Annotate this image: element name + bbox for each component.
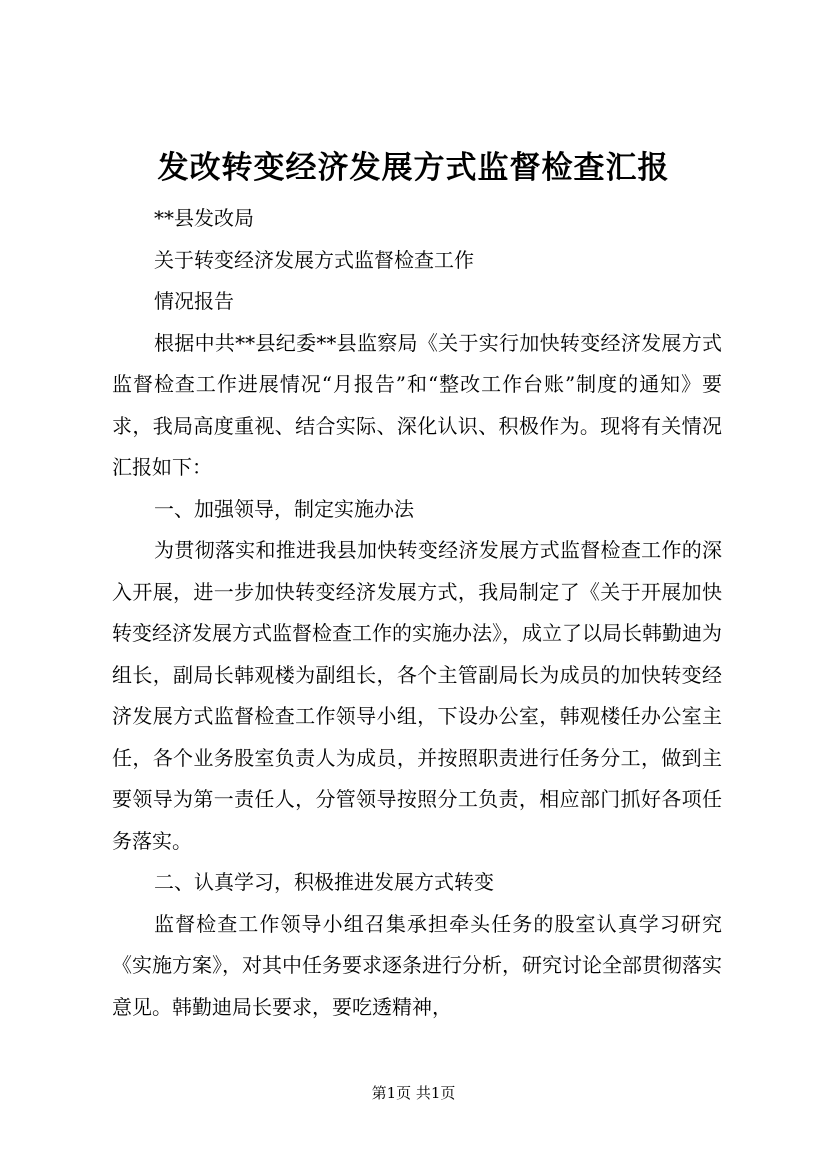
section-2-paragraph: 监督检查工作领导小组召集承担牵头任务的股室认真学习研究《实施方案》，对其中任务要求逐条进行分析，研究讨论全部贯彻落实意见。韩勤迪局长要求，要吃透精神， (112, 911, 722, 1019)
report-subject-line: 关于转变经济发展方式监督检查工作 (154, 247, 474, 272)
document-title: 发改转变经济发展方式监督检查汇报 (157, 150, 670, 186)
section-heading-2: 二、认真学习，积极推进发展方式转变 (154, 870, 494, 894)
report-subject-line-2: 情况报告 (154, 289, 234, 313)
issuer-line: **县发改局 (154, 206, 254, 230)
page-number-footer: 第1页 共1页 (371, 1084, 456, 1102)
section-1-paragraph: 为贯彻落实和推进我县加快转变经济发展方式监督检查工作的深入开展，进一步加快转变经济发展方式，我局制定了《关于开展加快转变经济发展方式监督检查工作的实施办法》，成立了以局长韩勤迪为组长，副局长韩观楼为副组长，各个主管副局长为成员的加快转变经济发展方式监督检查工作领导小组，下设办公室，韩观楼任办公室主任，各个业务股室负责人为成员，并按照职责进行任务分工，做到主要领导为第一责任人，分管领导按照分工负责，相应部门抓好各项任务落实。 (112, 538, 722, 853)
intro-paragraph: 根据中共**县纪委**县监察局《关于实行加快转变经济发展方式监督检查工作进展情况“月报告”和“整改工作台账”制度的通知》要求，我局高度重视、结合实际、深化认识、积极作为。现将有关情况汇报如下： (112, 330, 722, 479)
document-body (112, 198, 722, 1028)
section-heading-1: 一、加强领导，制定实施办法 (154, 496, 414, 521)
